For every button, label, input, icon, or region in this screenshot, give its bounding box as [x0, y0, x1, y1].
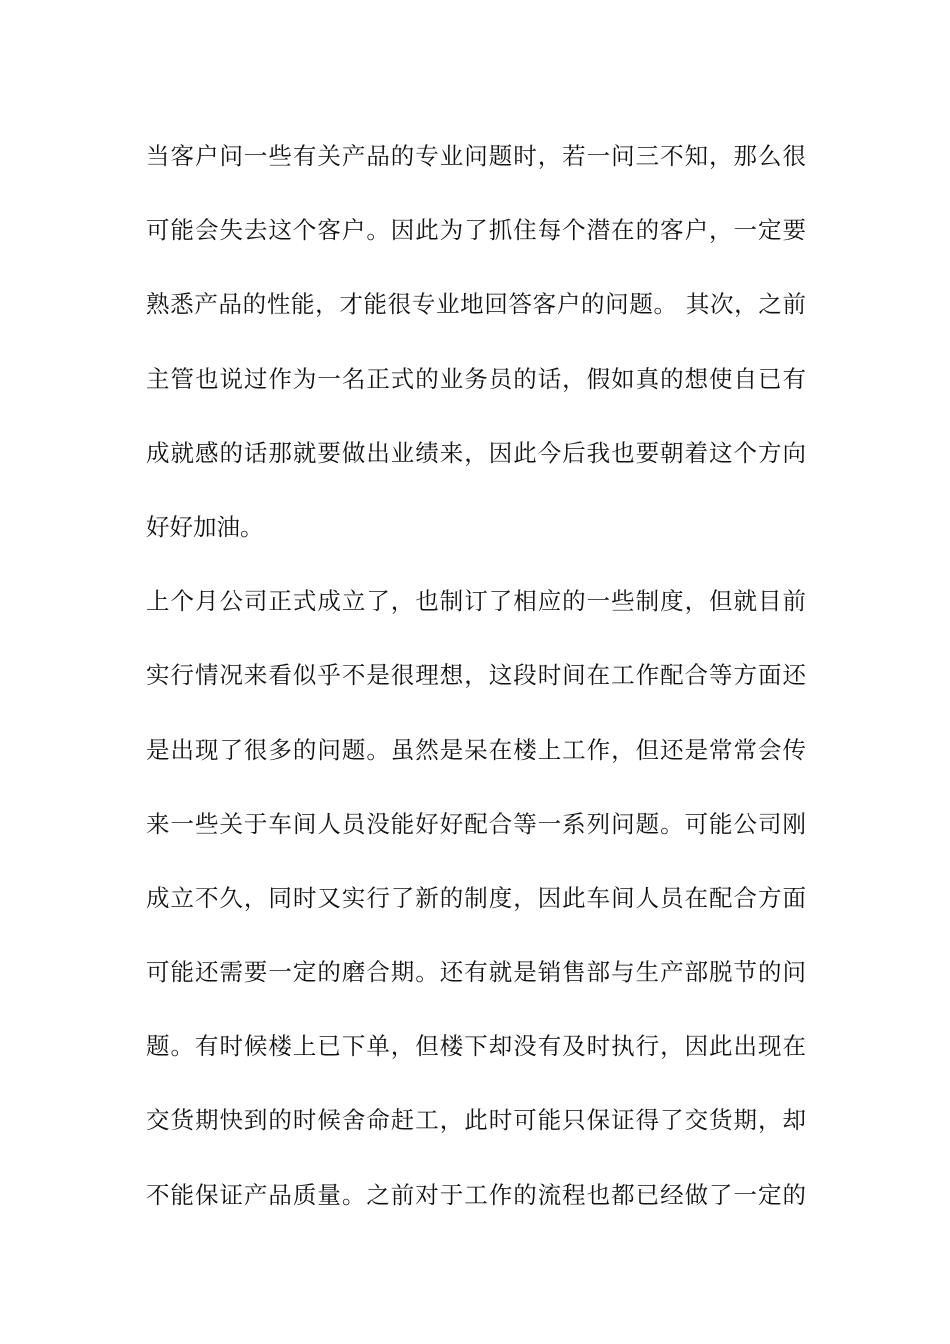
text-line: 上个月公司正式成立了，也制订了相应的一些制度，但就目前	[146, 587, 806, 616]
text-line: 当客户问一些有关产品的专业问题时，若一问三不知，那么很	[146, 142, 806, 170]
text-line: 来一些关于车间人员没能好好配合等一系列问题。可能公司刚	[146, 809, 806, 838]
text-line: 不能保证产品质量。之前对于工作的流程也都已经做了一定的	[146, 1180, 806, 1209]
text-line: 主管也说过作为一名正式的业务员的话，假如真的想使自已有	[146, 364, 806, 393]
text-line: 题。有时候楼上已下单，但楼下却没有及时执行，因此出现在	[146, 1032, 806, 1061]
text-line: 熟悉产品的性能，才能很专业地回答客户的问题。 其次，之前	[146, 290, 806, 319]
text-line: 好好加油。	[146, 512, 264, 541]
text-line: 成就感的话那就要做出业绩来，因此今后我也要朝着这个方向	[146, 438, 806, 467]
text-line: 交货期快到的时候舍命赶工，此时可能只保证得了交货期，却	[146, 1106, 806, 1135]
body-text	[146, 133, 806, 1246]
text-line: 是出现了很多的问题。虽然是呆在楼上工作，但还是常常会传	[146, 735, 806, 764]
text-line: 实行情况来看似乎不是很理想，这段时间在工作配合等方面还	[146, 661, 806, 690]
paragraph-2	[146, 578, 806, 1246]
paragraph-1	[146, 133, 806, 578]
text-line: 可能还需要一定的磨合期。还有就是销售部与生产部脱节的问	[146, 958, 806, 987]
text-line: 可能会失去这个客户。因此为了抓住每个潜在的客户，一定要	[146, 216, 806, 245]
text-line: 成立不久，同时又实行了新的制度，因此车间人员在配合方面	[146, 883, 806, 912]
